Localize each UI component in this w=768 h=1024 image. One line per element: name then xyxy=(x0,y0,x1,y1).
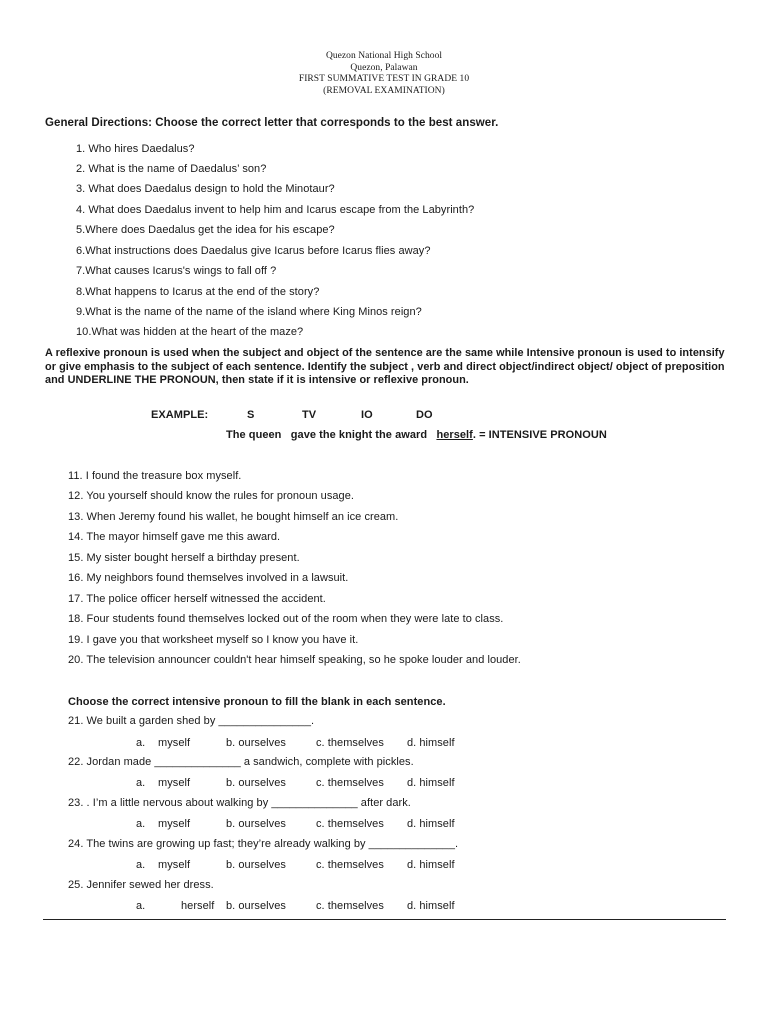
example-sentence xyxy=(226,429,607,441)
q22-option-b: b. ourselves xyxy=(226,777,286,789)
part3-instructions: Choose the correct intensive pronoun to fill the blank in each sentence. xyxy=(68,696,446,708)
q24-option-d: d. himself xyxy=(407,859,455,871)
sentence-17: 17. The police officer herself witnessed the accident. xyxy=(68,593,326,605)
q24-option-a: myself xyxy=(158,859,191,871)
q25-option-c: c. themselves xyxy=(316,900,384,912)
q22-option-d: d. himself xyxy=(407,777,455,789)
q25-option-b: b. ourselves xyxy=(226,900,286,912)
q21-option-a-letter: a. xyxy=(136,737,146,749)
question-3: 3. What does Daedalus design to hold the Minotaur? xyxy=(76,183,335,195)
question-7: 7.What causes Icarus's wings to fall off ? xyxy=(76,265,277,277)
question-25: 25. Jennifer sewed her dress. xyxy=(68,879,214,891)
question-9: 9.What is the name of the name of the island where King Minos reign? xyxy=(76,306,422,318)
sentence-13: 13. When Jeremy found his wallet, he bought himself an ice cream. xyxy=(68,511,399,523)
school-name: Quezon National High School xyxy=(325,51,443,61)
question-24: 24. The twins are growing up fast; they’re already walking by ______________. xyxy=(68,838,459,850)
q24-option-c: c. themselves xyxy=(316,859,384,871)
q23-option-c: c. themselves xyxy=(316,818,384,830)
q23-option-d: d. himself xyxy=(407,818,455,830)
q21-option-a: myself xyxy=(158,737,191,749)
sentence-19: 19. I gave you that worksheet myself so I know you have it. xyxy=(68,634,359,646)
q23-option-b: b. ourselves xyxy=(226,818,286,830)
q24-option-a-letter: a. xyxy=(136,859,146,871)
question-4: 4. What does Daedalus invent to help him and Icarus escape from the Labyrinth? xyxy=(76,204,475,216)
q22-option-a: myself xyxy=(158,777,191,789)
pronoun-instructions: A reflexive pronoun is used when the subject and object of the sentence are the same while Intensive pronoun is used to intensify or give emphasis to the subject of each sentence. Identify the subject , verb and direct object/indirect object/ object of preposition and UNDERLINE THE PRONOUN, then state if it is intensive or reflexive pronoun. xyxy=(45,347,725,387)
question-23: 23. . I’m a little nervous about walking by ______________ after dark. xyxy=(68,797,411,809)
example-tag-verb: TV xyxy=(302,409,317,421)
sentence-11: 11. I found the treasure box myself. xyxy=(68,470,242,482)
example-tag-subject: S xyxy=(247,409,255,421)
question-22: 22. Jordan made ______________ a sandwich, complete with pickles. xyxy=(68,756,414,768)
question-5: 5.Where does Daedalus get the idea for his escape? xyxy=(76,224,335,236)
example-sentence-start: The queen gave the knight the award xyxy=(226,429,428,441)
document-header xyxy=(0,51,768,97)
question-21: 21. We built a garden shed by _______________. xyxy=(68,715,315,727)
example-tag-direct-object: DO xyxy=(416,409,433,421)
sentence-18: 18. Four students found themselves locked out of the room when they were late to class. xyxy=(68,613,504,625)
q21-option-c: c. themselves xyxy=(316,737,384,749)
q21-option-b: b. ourselves xyxy=(226,737,286,749)
sentence-12: 12. You yourself should know the rules for pronoun usage. xyxy=(68,490,354,502)
footer-divider xyxy=(43,919,726,920)
sentence-20: 20. The television announcer couldn't hear himself speaking, so he spoke louder and louder. xyxy=(68,654,521,666)
question-8: 8.What happens to Icarus at the end of the story? xyxy=(76,286,320,298)
sentence-15: 15. My sister bought herself a birthday present. xyxy=(68,552,300,564)
q25-option-a-letter: a. xyxy=(136,900,146,912)
sentence-16: 16. My neighbors found themselves involved in a lawsuit. xyxy=(68,572,349,584)
question-10: 10.What was hidden at the heart of the maze? xyxy=(76,326,304,338)
test-subtitle: (REMOVAL EXAMINATION) xyxy=(323,85,445,96)
q22-option-a-letter: a. xyxy=(136,777,146,789)
general-directions: General Directions: Choose the correct letter that corresponds to the best answer. xyxy=(45,117,499,129)
q25-option-a: herself xyxy=(181,900,215,912)
example-sentence-answer: . = INTENSIVE PRONOUN xyxy=(472,429,607,441)
question-6: 6.What instructions does Daedalus give Icarus before Icarus flies away? xyxy=(76,245,431,257)
example-tag-indirect-object: IO xyxy=(361,409,373,421)
question-2: 2. What is the name of Daedalus’ son? xyxy=(76,163,267,175)
test-title: FIRST SUMMATIVE TEST IN GRADE 10 xyxy=(298,74,470,84)
q22-option-c: c. themselves xyxy=(316,777,384,789)
question-1: 1. Who hires Daedalus? xyxy=(76,143,195,155)
q21-option-d: d. himself xyxy=(407,737,455,749)
school-location: Quezon, Palawan xyxy=(350,62,418,73)
q24-option-b: b. ourselves xyxy=(226,859,286,871)
q23-option-a-letter: a. xyxy=(136,818,146,830)
sentence-14: 14. The mayor himself gave me this award. xyxy=(68,531,281,543)
q23-option-a: myself xyxy=(158,818,191,830)
example-label: EXAMPLE: xyxy=(151,409,209,421)
example-underlined-pronoun: herself xyxy=(436,429,473,441)
q25-option-d: d. himself xyxy=(407,900,455,912)
